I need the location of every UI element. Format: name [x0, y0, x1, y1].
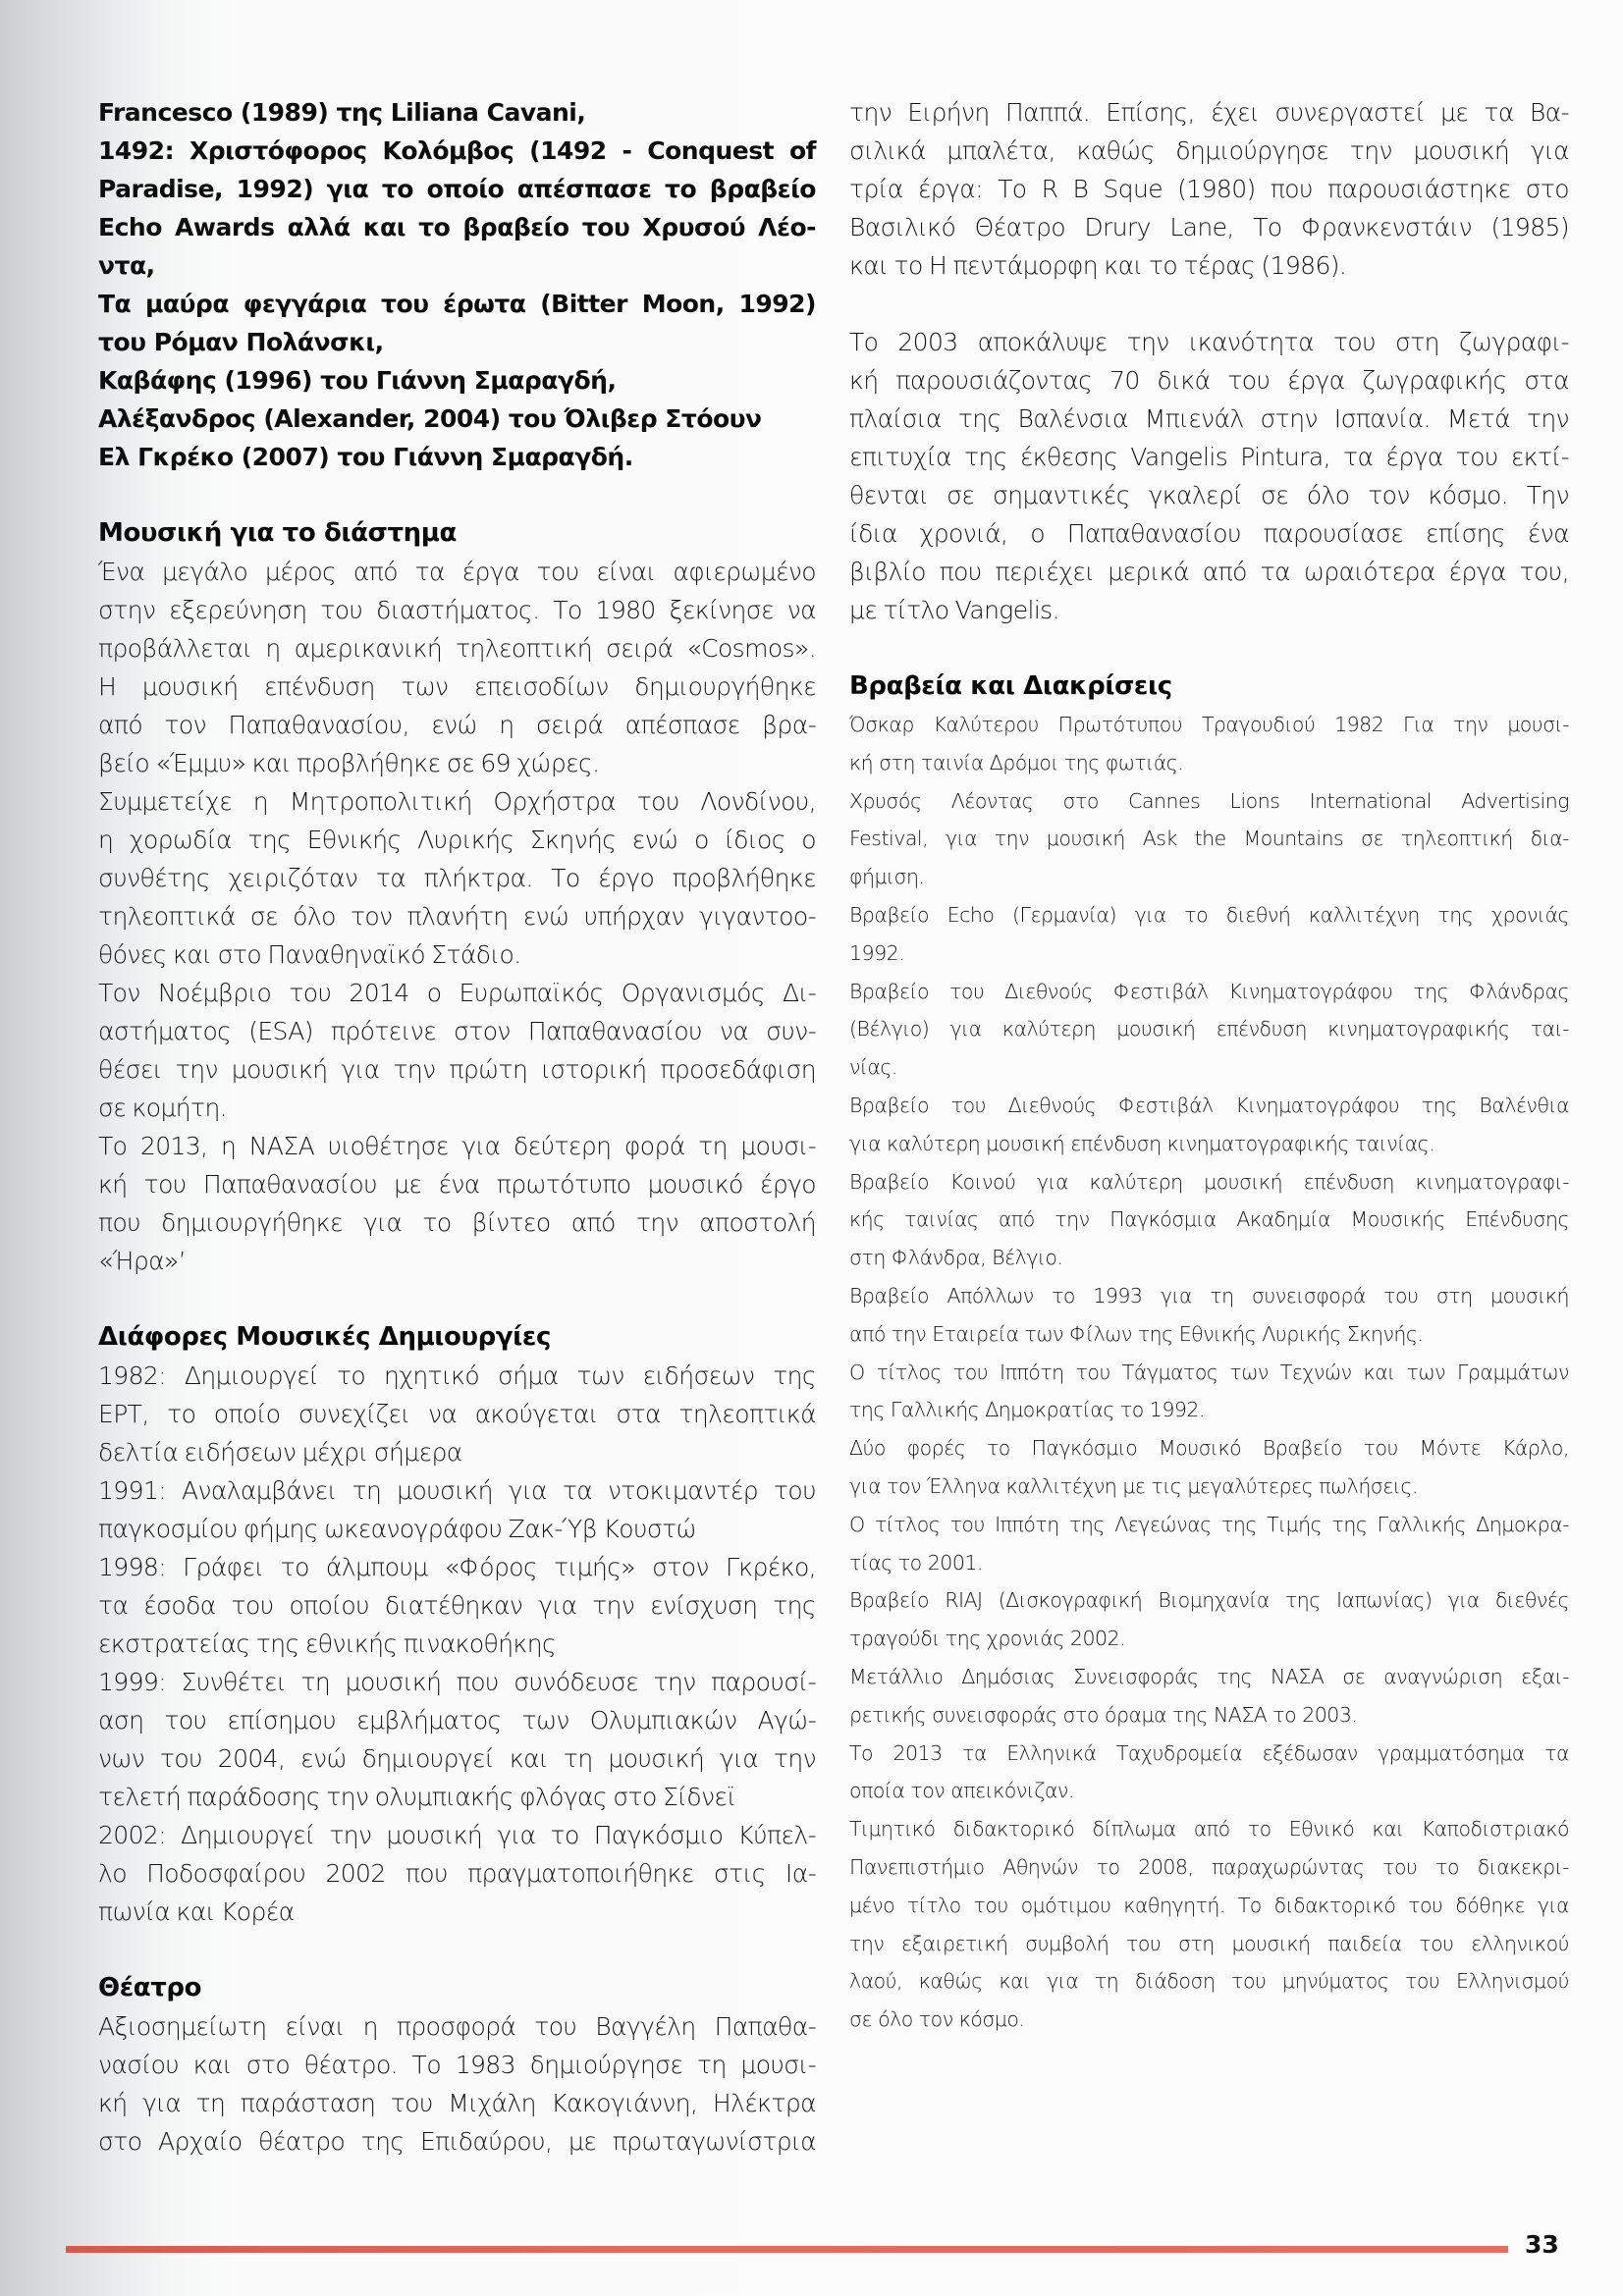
section-heading: Θέατρο [98, 1973, 202, 2002]
left-column [98, 93, 816, 2161]
award-line: για καλύτερη μουσική επένδυση κινηματογραφικής ταινίας. [849, 1131, 1435, 1155]
film-list-line: Καβάφης (1996) του Γιάννη Σμαραγδή, [98, 366, 617, 395]
right-column [849, 93, 1569, 2039]
award-line: σε όλο τον κόσμο. [849, 2007, 1025, 2032]
film-list-line: Ελ Γκρέκο (2007) του Γιάννη Σμαραγδή. [98, 443, 633, 471]
award-line: κή στη ταινία Δρόμοι της φωτιάς. [849, 750, 1184, 774]
award-line: 1992. [849, 940, 905, 965]
spacer [98, 476, 816, 514]
section-heading: Βραβεία και Διακρίσεις [849, 671, 1172, 701]
award-item [849, 1354, 1569, 1430]
award-item [849, 973, 1569, 1087]
body-line: συνθέτης χειριζόταν τα πλήκτρα. Το έργο προβλήθηκε [98, 864, 816, 892]
film-list-line: Paradise, 1992) για το οποίο απέσπασε το βραβείο [98, 175, 816, 203]
spacer [849, 285, 1569, 323]
section-space-music [98, 514, 816, 1280]
body-line: παγκοσμίου φήμης ωκεανογράφου Ζακ-Ύβ Κουστώ [98, 1515, 696, 1543]
film-list-line: 1492: Χριστόφορος Κολόμβος (1492 - Conquest of [98, 136, 816, 165]
award-line: φήμιση. [849, 865, 925, 889]
award-item [849, 1429, 1569, 1506]
body-line: 1982: Δημιουργεί το ηχητικό σήμα των ειδήσεων της [98, 1362, 816, 1390]
painting-paragraph [849, 323, 1569, 629]
body-line: Το 2003 αποκάλυψε την ικανότητα του στη ζωγραφι- [849, 328, 1569, 356]
film-list-line: ντα, [98, 251, 155, 280]
body-line: βείο «Έμμυ» και προβλήθηκε σε 69 χώρες. [98, 749, 600, 777]
body-line: κή παρουσιάζοντας 70 δικά του έργα ζωγραφικής στα [849, 366, 1569, 395]
award-line: Festival, για την μουσική Ask the Mountains σε τηλεοπτική δια- [849, 827, 1569, 851]
theatre-continued [849, 93, 1569, 285]
award-line: κής ταινίας από την Παγκόσμια Ακαδημία Μουσικής Επένδυσης [849, 1207, 1569, 1232]
award-line: μένο τίτλο του ομότιμου καθηγητή. Το διδακτορικό του δόθηκε για [849, 1893, 1569, 1917]
body-line: 1999: Συνθέτει τη μουσική που συνόδευσε την παρουσί- [98, 1668, 816, 1696]
body-line: ίδια χρονιά, ο Παπαθανασίου παρουσίασε επίσης ένα [849, 519, 1569, 548]
award-line: Πανεπιστήμιο Αθηνών το 2008, παραχωρώντας του το διακεκρι- [849, 1854, 1569, 1879]
body-line: βιβλίο που περιέχει μερικά από τα ωραιότερα έργα του, [849, 558, 1569, 586]
award-line: Βραβείο Κοινού για καλύτερη μουσική επένδυση κινηματογραφι- [849, 1169, 1569, 1194]
award-line: Ο τίτλος του Ιππότη του Τάγματος των Τεχνών και των Γραμμάτων [849, 1360, 1569, 1384]
body-line: θέσει την μουσική για την πρώτη ιστορική προσεδάφιση [98, 1055, 816, 1084]
award-line: λαού, καθώς και για τη διάδοση του μηνύματος του Ελληνισμού [849, 1969, 1569, 1994]
body-line: από τον Παπαθανασίου, ενώ η σειρά απέσπασε βρα- [98, 711, 816, 739]
award-line: την εξαιρετική συμβολή του στη μουσική παιδεία του ελληνικού [849, 1931, 1569, 1955]
body-line: προβάλλεται η αμερικανική τηλεοπτική σειρά «Cosmos». [98, 634, 816, 663]
award-item [849, 896, 1569, 973]
award-item [849, 1163, 1569, 1277]
award-item [849, 1277, 1569, 1354]
award-line: Δύο φορές το Παγκόσμιο Μουσικό Βραβείο του Μόντε Κάρλο, [849, 1436, 1569, 1461]
body-line: τρία έργα: Το R B Sque (1980) που παρουσιάστηκε στο [849, 175, 1569, 203]
spacer [98, 1931, 816, 1969]
spacer [849, 629, 1569, 667]
body-line: Συμμετείχε η Μητροπολιτική Ορχήστρα του Λονδίνου, [98, 787, 816, 816]
body-line: πωνία και Κορέα [98, 1897, 295, 1926]
award-line: Ο τίτλος του Ιππότη της Λεγεώνας της Τιμής της Γαλλικής Δημοκρα- [849, 1512, 1569, 1536]
award-line: Χρυσός Λέοντας στο Cannes Lions International Advertising [849, 788, 1569, 813]
award-line: Όσκαρ Καλύτερου Πρωτότυπου Τραγουδιού 1982 Για την μουσι- [849, 713, 1569, 736]
body-line: Ένα μεγάλο μέρος από τα έργα του είναι αφιερωμένο [98, 558, 816, 586]
award-line: στη Φλάνδρα, Βέλγιο. [849, 1246, 1063, 1270]
film-list [98, 93, 816, 476]
body-line: κή του Παπαθανασίου με ένα πρωτότυπο μουσικό έργο [98, 1170, 816, 1199]
body-line: εκστρατείας της εθνικής πινακοθήκης [98, 1629, 557, 1658]
page-number: 33 [1525, 2230, 1559, 2259]
footer-accent-bar [66, 2246, 1508, 2253]
section-heading: Μουσική για το διάστημα [98, 518, 457, 548]
body-line: δελτία ειδήσεων μέχρι σήμερα [98, 1438, 462, 1467]
body-line: Αξιοσημείωτη είναι η προσφορά του Βαγγέλη Παπαθα- [98, 2012, 816, 2041]
award-line: οποία τον απεικόνιζαν. [849, 1779, 1074, 1803]
film-list-line: Francesco (1989) της Liliana Cavani, [98, 98, 586, 127]
body-line: Βασιλικό Θέατρο Drury Lane, Το Φρανκενστάιν (1985) [849, 213, 1569, 241]
award-line: της Γαλλικής Δημοκρατίας το 1992. [849, 1398, 1205, 1422]
body-line: στην εξερεύνηση του διαστήματος. Το 1980 ξεκίνησε να [98, 596, 816, 624]
award-line: από την Εταιρεία των Φίλων της Εθνικής Λυρικής Σκηνής. [849, 1321, 1424, 1346]
award-item [849, 1810, 1569, 2039]
body-line: Η μουσική επένδυση των επεισοδίων δημιουργήθηκε [98, 672, 816, 701]
body-line: που δημιουργήθηκε για το βίντεο από την αποστολή [98, 1208, 816, 1237]
body-line: 1991: Αναλαμβάνει τη μουσική για τα ντοκιμαντέρ του [98, 1476, 816, 1505]
award-item [849, 1658, 1569, 1735]
award-item [849, 1087, 1569, 1163]
section-theatre [98, 1969, 816, 2161]
body-line: με τίτλο Vangelis. [849, 596, 1059, 624]
body-line: τελετή παράδοσης την ολυμπιακής φλόγας στο Σίδνεϊ [98, 1783, 736, 1811]
award-item [849, 1506, 1569, 1582]
body-line: επιτυχία της έκθεσης Vangelis Pintura, τα έργα του εκτί- [849, 443, 1569, 471]
section-heading: Διάφορες Μουσικές Δημιουργίες [98, 1322, 551, 1352]
award-line: Τιμητικό διδακτορικό δίπλωμα από το Εθνικό και Καποδιστριακό [849, 1817, 1569, 1842]
award-item [849, 1735, 1569, 1811]
body-line: κή για τη παράσταση του Μιχάλη Κακογιάννη, Ηλέκτρα [98, 2089, 816, 2117]
film-list-line: Αλέξανδρος (Alexander, 2004) του Όλιβερ Στόουν [98, 404, 762, 433]
body-line: 2002: Δημιουργεί την μουσική για το Παγκόσμιο Κύπελ- [98, 1821, 816, 1849]
body-line: αστήματος (ESA) πρότεινε στον Παπαθανασίου να συν- [98, 1017, 816, 1045]
body-line: στο Αρχαίο θέατρο της Επιδαύρου, με πρωταγωνίστρια [98, 2127, 816, 2156]
body-line: την Ειρήνη Παππά. Επίσης, έχει συνεργαστεί με τα Βα- [849, 98, 1569, 127]
body-line: ΕΡΤ, το οποίο συνεχίζει να ακούγεται στα τηλεοπτικά [98, 1400, 816, 1428]
body-line: Το 2013, η ΝΑΣΑ υιοθέτησε για δεύτερη φορά τη μουσι- [98, 1132, 816, 1160]
body-line: αση του επίσημου εμβλήματος των Ολυμπιακών Αγώ- [98, 1706, 816, 1735]
film-list-line: Τα μαύρα φεγγάρια του έρωτα (Bitter Moon, 1992) [98, 290, 816, 318]
body-line: τα έσοδα του οποίου διατέθηκαν για την ενίσχυση της [98, 1591, 816, 1620]
spacer [98, 1280, 816, 1318]
body-line: λο Ποδοσφαίρου 2002 που πραγματοποιήθηκε στις Ια- [98, 1859, 816, 1888]
award-line: νίας. [849, 1055, 897, 1080]
body-line: σιλικά μπαλέτα, καθώς δημιούργησε την μουσική για [849, 136, 1569, 165]
award-line: Το 2013 τα Ελληνικά Ταχυδρομεία εξέδωσαν γραμματόσημα τα [849, 1740, 1569, 1765]
body-line: θόνες και στο Παναθηναϊκό Στάδιο. [98, 940, 521, 969]
body-line: «Ήρα»’ [98, 1247, 187, 1275]
award-item [849, 782, 1569, 896]
award-line: Μετάλλιο Δημόσιας Συνεισφοράς της ΝΑΣΑ σε αναγνώριση εξαι- [849, 1664, 1569, 1688]
award-line: Βραβείο RIAJ (Δισκογραφική Βιομηχανία της Ιαπωνίας) για διεθνές [849, 1588, 1569, 1613]
award-line: (Βέλγιο) για καλύτερη μουσική επένδυση κινηματογραφικής ται- [849, 1017, 1569, 1041]
award-item [849, 1581, 1569, 1658]
award-line: τίας το 2001. [849, 1550, 983, 1575]
award-item [849, 706, 1569, 782]
film-list-line: Echo Awards αλλά και το βραβείο του Χρυσού Λέο- [98, 213, 816, 241]
body-line: θενται σε σημαντικές γκαλερί σε όλο τον κόσμο. Την [849, 481, 1569, 509]
film-list-line: του Ρόμαν Πολάνσκι, [98, 328, 384, 356]
body-line: Τον Νοέμβριο του 2014 ο Ευρωπαϊκός Οργανισμός Δι- [98, 979, 816, 1007]
award-line: ρετικής συνεισφοράς στο όραμα της ΝΑΣΑ το 2003. [849, 1702, 1358, 1727]
award-line: τραγούδι της χρονιάς 2002. [849, 1627, 1126, 1651]
section-various-works [98, 1318, 816, 1931]
body-line: νασίου και στο θέατρο. Το 1983 δημιούργησε τη μουσι- [98, 2051, 816, 2079]
body-line: και το Η πεντάμορφη και το τέρας (1986). [849, 251, 1347, 280]
body-line: νων του 2004, ενώ δημιουργεί και τη μουσική για την [98, 1744, 816, 1773]
award-line: Βραβείο του Διεθνούς Φεστιβάλ Κινηματογράφου της Βαλένθια [849, 1093, 1569, 1117]
body-line: 1998: Γράφει το άλμπουμ «Φόρος τιμής» στον Γκρέκο, [98, 1553, 816, 1581]
body-line: η χορωδία της Εθνικής Λυρικής Σκηνής ενώ ο ίδιος ο [98, 826, 816, 854]
award-line: Βραβείο Echo (Γερμανία) για το διεθνή καλλιτέχνη της χρονιάς [849, 902, 1569, 927]
body-line: τηλεοπτικά σε όλο τον πλανήτη ενώ υπήρχαν γιγαντοο- [98, 902, 816, 931]
award-line: Βραβείο Απόλλων το 1993 για τη συνεισφορά του στη μουσική [849, 1283, 1569, 1308]
section-awards [849, 667, 1569, 2039]
award-line: Βραβείο του Διεθνούς Φεστιβάλ Κινηματογράφου της Φλάνδρας [849, 979, 1569, 1003]
body-line: σε κομήτη. [98, 1094, 228, 1122]
award-line: για τον Έλληνα καλλιτέχνη με τις μεγαλύτερες πωλήσεις. [849, 1473, 1418, 1498]
body-line: πλαίσια της Βαλένσια Μπιενάλ στην Ισπανία. Μετά την [849, 404, 1569, 433]
